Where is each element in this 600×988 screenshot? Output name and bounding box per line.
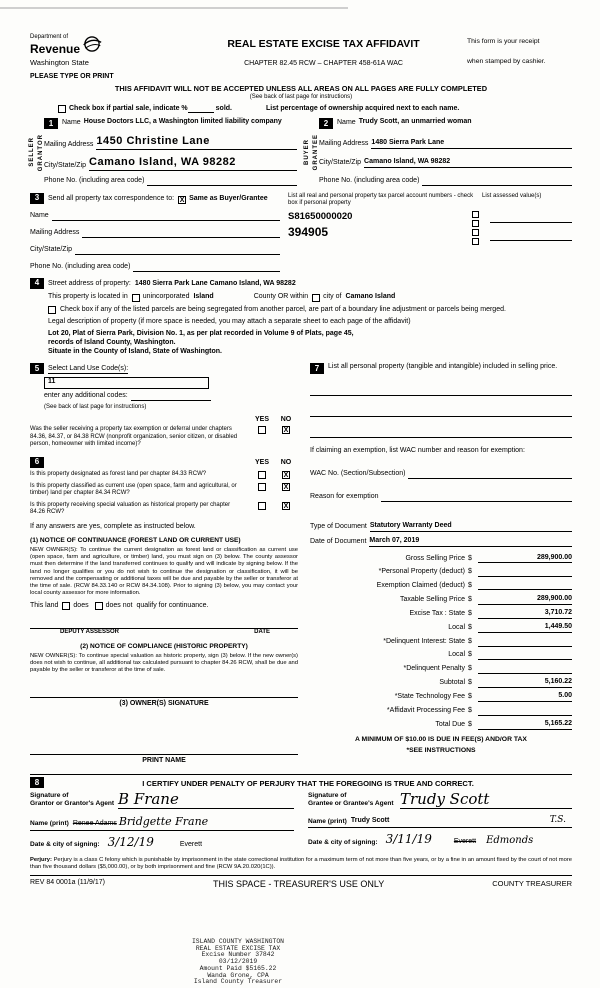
date-label: DATE xyxy=(254,629,270,636)
dollar-sign: $ xyxy=(468,651,472,659)
grantee-city-typed: Everett xyxy=(453,838,477,846)
grantor-sig-of-label: Signature of xyxy=(30,792,69,800)
forest-land-question: Is this property designated as forest land per chapter 84.33 RCW? xyxy=(30,470,207,477)
fee-value[interactable]: 1,449.50 xyxy=(478,623,572,633)
checkbox-forest-no[interactable]: X xyxy=(283,471,289,479)
dollar-sign: $ xyxy=(468,664,472,672)
legal-description-label: Legal description of property (if more space is needed, you may attach a separate sheet to each page of the affidavit) xyxy=(48,318,411,326)
agency-logo xyxy=(30,34,180,82)
grantee-agent-label: Grantee or Grantee's Agent xyxy=(308,800,394,808)
fee-value[interactable]: 289,900.00 xyxy=(478,554,572,564)
corr-phone-label: Phone No. (including area code) xyxy=(30,263,131,271)
checkbox-city[interactable] xyxy=(312,294,320,302)
dollar-sign: $ xyxy=(468,679,472,687)
fee-label: Exemption Claimed (deduct) xyxy=(376,581,465,589)
print-name-label: PRINT NAME xyxy=(142,757,186,765)
dollar-sign: $ xyxy=(468,581,472,589)
fee-row xyxy=(310,623,572,633)
partial-sale-label: Check box if partial sale, indicate % xyxy=(69,104,188,112)
personal-property-field-3[interactable] xyxy=(310,426,572,438)
grantee-initials-handwritten: T.S. xyxy=(549,814,566,825)
section5-number: 5 xyxy=(30,363,44,374)
additional-codes-label: enter any additional codes: xyxy=(44,392,128,400)
fee-value[interactable] xyxy=(478,651,572,660)
exemption-question: Was the seller receiving a property tax exemption or deferral under chapters 84.36, 84.37, or 84.38 RCW (nonprofit organization, senior citizen, or disabled person, homeowner with limited income)? xyxy=(30,426,238,448)
seller-city-label: City/State/Zip xyxy=(44,162,87,170)
checkbox-does-not-qualify[interactable] xyxy=(95,602,103,610)
dollar-sign: $ xyxy=(468,568,472,576)
ownership-note: List percentage of ownership acquired next to each name. xyxy=(266,104,460,112)
dollar-sign: $ xyxy=(468,637,472,645)
owner-signature-line[interactable] xyxy=(30,697,298,698)
date-of-document-value: March 07, 2019 xyxy=(369,537,572,547)
fee-label: Gross Selling Price xyxy=(405,554,465,562)
does-not-label: does not xyxy=(105,601,133,609)
grantee-sig-of-label: Signature of xyxy=(308,792,347,800)
fee-label: *Personal Property (deduct) xyxy=(378,568,465,576)
fee-row xyxy=(310,665,572,674)
checkbox-exemption-no[interactable]: X xyxy=(283,427,289,435)
revenue-swoosh-icon xyxy=(82,34,102,58)
checkbox-segregated[interactable] xyxy=(48,306,56,314)
no-header-2: NO xyxy=(280,459,292,467)
seller-fields xyxy=(44,118,305,186)
parcel-number-1: S81650000020 xyxy=(288,210,353,222)
type-of-document-label: Type of Document xyxy=(310,523,367,531)
city-of-label: city of xyxy=(323,292,342,300)
stamp-line: Excise Number 37842 xyxy=(201,951,275,959)
chapter-line: CHAPTER 82.45 RCW – CHAPTER 458-61A WAC xyxy=(244,60,403,68)
exemption-claim-label: If claiming an exemption, list WAC number and reason for exemption: xyxy=(310,447,525,455)
section4 xyxy=(30,278,572,357)
reason-exemption-label: Reason for exemption xyxy=(310,493,379,501)
buyer-name-label: Name xyxy=(337,119,356,127)
parcel-header: List all real and personal property tax parcel account numbers - check box if personal property xyxy=(288,192,474,207)
grantor-date-city-label: Date & city of signing: xyxy=(30,841,100,849)
seller-phone-label: Phone No. (including area code) xyxy=(44,177,145,185)
grantor-name-typed: Renee Adams xyxy=(72,819,117,827)
checkbox-does-qualify[interactable] xyxy=(62,602,70,610)
scan-artifact xyxy=(0,7,348,9)
stamp-line: Wanda Grone, CPA xyxy=(207,971,269,979)
fee-value[interactable]: 3,710.72 xyxy=(478,609,572,619)
notice-compliance-body: NEW OWNER(S): To continue special valuation as historic property, sign (3) below. If the new owner(s) does not wish to continue, all additional tax calculated pursuant to chapter 84.26 RCW, shall be due and payable by the seller or transferor at the time of sale. xyxy=(30,652,298,674)
stamp-line: ISLAND COUNTY WASHINGTON xyxy=(191,937,285,945)
buyer-side-label: BUYER GRANTEE xyxy=(304,133,319,171)
fee-row xyxy=(310,707,572,716)
dollar-sign: $ xyxy=(468,610,472,618)
seller-city-value: Camano Island, WA 98282 xyxy=(89,156,297,171)
dollar-sign: $ xyxy=(468,554,472,562)
section3-number: 3 xyxy=(30,193,44,204)
section2-number: 2 xyxy=(319,118,333,129)
grantor-signature-block xyxy=(30,792,308,850)
grantor-date-handwritten: 3/12/19 xyxy=(107,834,154,849)
checkbox-parcel-2[interactable] xyxy=(472,220,479,227)
dollar-sign: $ xyxy=(468,595,472,603)
fee-value[interactable] xyxy=(478,568,572,577)
grantee-city-handwritten: Edmonds xyxy=(486,834,534,846)
personal-property-checkboxes xyxy=(468,211,482,245)
segregated-note: Check box if any of the listed parcels are being segregated from another parcel, are part of a boundary line adjustment or parcels being merged. xyxy=(60,305,506,313)
stamp-line: Amount Paid $5165.22 xyxy=(199,964,277,972)
stamp-line: Island County Treasurer xyxy=(193,978,283,986)
checkbox-parcel-4[interactable] xyxy=(472,238,479,245)
assessed-value-field-1[interactable] xyxy=(490,211,572,223)
fee-label: Excise Tax : State xyxy=(409,610,465,618)
if-yes-note: If any answers are yes, complete as instructed below. xyxy=(30,522,196,530)
please-type-label: PLEASE TYPE OR PRINT xyxy=(30,73,114,81)
checkbox-historic-yes[interactable] xyxy=(258,502,266,510)
seller-name-value: House Doctors LLC, a Washington limited liability company xyxy=(83,118,282,126)
corr-phone-field[interactable] xyxy=(133,263,280,272)
checkbox-exemption-yes[interactable] xyxy=(258,426,266,434)
not-accepted-warning: THIS AFFIDAVIT WILL NOT BE ACCEPTED UNLESS ALL AREAS ON ALL PAGES ARE FULLY COMPLETED xyxy=(114,83,488,93)
this-land-label: This land xyxy=(30,601,59,609)
corr-city-label: City/State/Zip xyxy=(30,246,73,254)
notice-continuance-body: NEW OWNER(S): To continue the current designation as forest land or classification as current use (open space, farm and agriculture, or timber) land, you must sign on (3) below. The county assessor must then determine if the land transferred continues to qualify and will indicate by signing below. If the land no longer qualifies or you do not wish to continue the designation or classification, it will be removed and the compensating or additional taxes will be due and payable by the seller or transferor at the time of sale. (RCW 84.33.140 or RCW 84.34.108). Prior to signing (3) below, you may contact your local county assessor for more information. xyxy=(30,546,298,597)
fee-label: Local xyxy=(448,624,465,632)
grantee-name-print-label: Name (print) xyxy=(308,817,347,825)
fee-value[interactable] xyxy=(478,581,572,590)
fee-row xyxy=(310,651,572,660)
certify-statement: I CERTIFY UNDER PENALTY OF PERJURY THAT THE FOREGOING IS TRUE AND CORRECT. xyxy=(142,778,474,788)
yes-header-2: YES xyxy=(254,459,269,467)
seller-side-label: SELLER GRANTOR xyxy=(29,133,44,171)
checkbox-historic-no[interactable]: X xyxy=(283,502,289,510)
personal-property-field-1[interactable] xyxy=(310,384,572,396)
grantor-city-typed: Everett xyxy=(179,840,203,848)
checkbox-partial-sale[interactable] xyxy=(58,105,66,113)
form-title: REAL ESTATE EXCISE TAX AFFIDAVIT xyxy=(227,38,420,50)
dept-of-label: Department of xyxy=(30,34,69,40)
section3 xyxy=(30,193,572,272)
personal-property-field-2[interactable] xyxy=(310,405,572,417)
footer-row xyxy=(30,879,572,890)
same-as-buyer-label: Same as Buyer/Grantee xyxy=(189,195,268,203)
receipt-note-line2: when stamped by cashier. xyxy=(467,58,546,66)
fee-label: Taxable Selling Price xyxy=(400,595,465,603)
no-header: NO xyxy=(280,415,292,423)
fee-label: Subtotal xyxy=(439,679,465,687)
street-address-label: Street address of property: xyxy=(48,280,131,288)
land-use-code-field[interactable]: 11 xyxy=(44,377,209,389)
grantor-name-handwritten: Bridgette Frane xyxy=(118,814,209,828)
seller-mailing-value: 1450 Christine Lane xyxy=(96,135,297,150)
buyer-phone-label: Phone No. (including area code) xyxy=(319,177,420,185)
type-of-document-value: Statutory Warranty Deed xyxy=(370,522,572,532)
checkbox-parcel-3[interactable] xyxy=(472,229,479,236)
buyer-city-value: Camano Island, WA 98282 xyxy=(364,158,572,168)
grantee-signature-ink: Trudy Scott xyxy=(400,790,490,809)
fee-value[interactable] xyxy=(478,638,572,647)
form-header xyxy=(30,34,572,82)
partial-sale-percent-field[interactable] xyxy=(188,105,214,113)
section7-number: 7 xyxy=(310,363,324,374)
yes-header: YES xyxy=(254,415,269,423)
section8-number: 8 xyxy=(30,777,44,788)
stamp-line: REAL ESTATE EXCISE TAX xyxy=(195,944,281,952)
section8-header xyxy=(30,777,572,788)
grantor-agent-label: Grantor or Grantor's Agent xyxy=(30,800,115,808)
historic-question: Is this property receiving special valuation as historical property per chapter 84.26 RCW? xyxy=(30,501,231,516)
notice-compliance-title: (2) NOTICE OF COMPLIANCE (HISTORIC PROPERTY) xyxy=(80,642,248,650)
legal-description-line1: Lot 20, Plat of Sierra Park, Division No. 1, as per plat recorded in Volume 9 of Plats, page 45, xyxy=(48,330,354,338)
perjury-text: Perjury is a class C felony which is punishable by imprisonment in the state correctional institution for a maximum term of not more than five years, or by a fine in an amount fixed by the court of not more than five thousand dollars ($5,000.00), or by both imprisonment and fine (RCW 9A.20.020(1C)). xyxy=(30,856,572,870)
checkbox-parcel-1[interactable] xyxy=(472,211,479,218)
unincorporated-label: unincorporated xyxy=(142,292,190,300)
grantee-signature-block xyxy=(308,792,572,847)
buyer-city-label: City/State/Zip xyxy=(319,159,362,167)
fee-label: Local xyxy=(448,651,465,659)
corr-mailing-field[interactable] xyxy=(82,229,280,238)
corr-name-field[interactable] xyxy=(52,212,280,221)
buyer-fields xyxy=(319,118,572,186)
fee-label: Total Due xyxy=(435,721,465,729)
tax-correspondence-block xyxy=(30,193,280,272)
legal-description-line3: Situate in the County of Island, State of Washington. xyxy=(48,347,222,355)
stamp-line: 03/12/2019 xyxy=(218,958,258,966)
grantee-signature-field[interactable] xyxy=(400,792,572,809)
dollar-sign: $ xyxy=(468,693,472,701)
left-column xyxy=(30,363,298,766)
fee-row xyxy=(310,638,572,647)
dollar-sign: $ xyxy=(468,721,472,729)
buyer-mailing-value: 1480 Sierra Park Lane xyxy=(371,139,572,149)
fee-label: *State Technology Fee xyxy=(394,693,465,701)
minimum-due-note: A MINIMUM OF $10.00 IS DUE IN FEE(S) AND/OR TAX xyxy=(355,735,527,743)
perjury-label: Perjury: xyxy=(30,856,52,863)
qualify-label: qualify for continuance. xyxy=(136,601,209,609)
section1-number: 1 xyxy=(44,118,58,129)
revenue-wordmark: Revenue xyxy=(30,41,81,56)
fee-value[interactable]: 289,900.00 xyxy=(478,595,572,605)
assessed-header: List assessed value(s) xyxy=(482,192,542,199)
section6-number: 6 xyxy=(30,457,44,468)
grantor-signature-field[interactable] xyxy=(118,792,294,809)
located-in-label: This property is located in xyxy=(48,292,128,300)
buyer-phone-field[interactable] xyxy=(422,177,572,186)
form-revision-number: REV 84 0001a (11/9/17) xyxy=(30,879,105,887)
dollar-sign: $ xyxy=(468,706,472,714)
parcel-number-2: 394905 xyxy=(288,224,329,239)
see-back-note-2: (See back of last page for instructions) xyxy=(44,404,147,411)
county-treasurer-label: COUNTY TREASURER xyxy=(492,879,572,889)
fee-value[interactable]: 5,160.22 xyxy=(478,678,572,688)
grantor-signature-ink: B Frane xyxy=(118,790,179,809)
fee-row xyxy=(310,568,572,577)
section4-number: 4 xyxy=(30,278,44,289)
fee-row xyxy=(310,720,572,730)
deputy-assessor-label: DEPUTY ASSESSOR xyxy=(60,629,120,636)
checkbox-unincorporated[interactable] xyxy=(132,294,140,302)
assessed-value-field-2[interactable] xyxy=(490,229,572,241)
county-value: Island xyxy=(193,292,214,300)
corr-name-label: Name xyxy=(30,212,49,220)
fee-row xyxy=(310,554,572,564)
parties-section xyxy=(30,118,572,186)
fee-value[interactable]: 5.00 xyxy=(478,692,572,702)
parcel-block xyxy=(280,193,572,247)
date-of-document-label: Date of Document xyxy=(310,537,367,545)
fee-row xyxy=(310,581,572,590)
fee-row xyxy=(310,595,572,605)
dollar-sign: $ xyxy=(468,624,472,632)
reason-exemption-field[interactable] xyxy=(381,493,572,502)
seller-mailing-label: Mailing Address xyxy=(44,141,94,149)
grantee-date-city-label: Date & city of signing: xyxy=(308,838,378,846)
see-instructions-note: *SEE INSTRUCTIONS xyxy=(406,747,476,755)
street-address-value: 1480 Sierra Park Lane Camano Island, WA 98282 xyxy=(134,280,296,288)
county-or-label: County OR within xyxy=(253,292,309,300)
fee-value[interactable] xyxy=(478,707,572,716)
notice-continuance-title: (1) NOTICE OF CONTINUANCE (FOREST LAND OR CURRENT USE) xyxy=(30,536,241,544)
right-column xyxy=(298,363,572,766)
wac-no-label: WAC No. (Section/Subsection) xyxy=(310,470,406,478)
fee-label: *Delinquent Interest: State xyxy=(383,637,465,645)
grantor-name-print-label: Name (print) xyxy=(30,820,69,828)
current-use-question: Is this property classified as current use (open space, farm and agricultural, or timber) land per chapter 84.34 RCW? xyxy=(30,482,237,497)
grantee-name-typed: Trudy Scott xyxy=(350,817,390,825)
fees-table xyxy=(310,554,572,730)
receipt-note-line1: This form is your receipt xyxy=(467,38,540,45)
land-use-label: Select Land Use Code(s): xyxy=(48,365,128,375)
seller-name-label: Name xyxy=(62,119,81,127)
perjury-paragraph xyxy=(30,857,572,871)
fee-row xyxy=(310,609,572,619)
send-correspondence-label: Send all property tax correspondence to: xyxy=(48,195,175,203)
checkbox-currentuse-yes[interactable] xyxy=(258,483,266,491)
see-back-note: (See back of last page for instructions) xyxy=(249,94,353,101)
treasurer-stamp xyxy=(118,939,358,986)
fee-label: *Affidavit Processing Fee xyxy=(386,706,465,714)
buyer-name-value: Trudy Scott, an unmarried woman xyxy=(358,118,472,126)
treasurer-space-label: THIS SPACE - TREASURER'S USE ONLY xyxy=(212,879,385,890)
city-value: Camano Island xyxy=(345,292,396,300)
corr-city-field[interactable] xyxy=(75,246,280,255)
buyer-mailing-label: Mailing Address xyxy=(319,140,369,148)
legal-description-line2: records of Island County, Washington. xyxy=(48,338,176,346)
additional-codes-field[interactable] xyxy=(131,393,211,401)
seller-phone-field[interactable] xyxy=(147,177,297,186)
fee-value[interactable] xyxy=(478,665,572,674)
fee-row xyxy=(310,678,572,688)
fee-label: *Delinquent Penalty xyxy=(403,664,465,672)
personal-property-label: List all personal property (tangible and intangible) included in selling price. xyxy=(328,363,558,371)
checkbox-forest-yes[interactable] xyxy=(258,471,266,479)
washington-state-label: Washington State xyxy=(30,57,89,67)
owners-signature-label: (3) OWNER(S) SIGNATURE xyxy=(119,699,209,707)
checkbox-same-as-buyer[interactable]: X xyxy=(179,196,185,204)
grantee-date-handwritten: 3/11/19 xyxy=(385,832,432,847)
fee-row xyxy=(310,692,572,702)
wac-no-field[interactable] xyxy=(408,470,572,479)
print-name-line[interactable] xyxy=(30,754,298,755)
partial-sale-sold-label: sold. xyxy=(215,104,232,112)
fee-value[interactable]: 5,165.22 xyxy=(478,720,572,730)
checkbox-currentuse-no[interactable]: X xyxy=(283,483,289,491)
does-label: does xyxy=(73,601,89,609)
corr-mailing-label: Mailing Address xyxy=(30,229,80,237)
